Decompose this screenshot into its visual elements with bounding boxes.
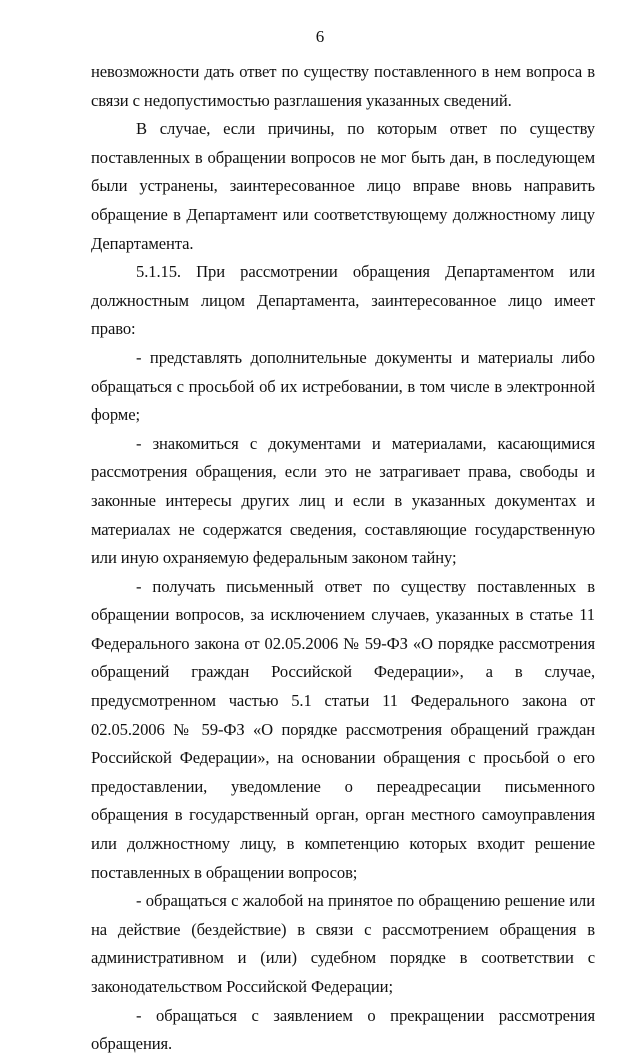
list-item-review-materials: - знакомиться с документами и материалами, касающимися рассмотрения обращения, если это не затрагивает права, свободы и законные интересы других лиц и если в указанных документах и материалах не содержатся сведения, составляющие государственную или иную охраняемую федеральным законом тайну;	[91, 433, 595, 568]
paragraph-continuation: невозможности дать ответ по существу поставленного в нем вопроса в связи с недопустимостью разглашения указанных сведений.	[91, 62, 595, 110]
list-item-file-complaint: - обращаться с жалобой на принятое по обращению решение или на действие (бездействие) в связи с рассмотрением обращения в административном и (или) судебном порядке в соответствии с законодательством Российской Федерации;	[91, 891, 595, 996]
list-item-request-termination: - обращаться с заявлением о прекращении рассмотрения обращения.	[91, 1005, 595, 1054]
list-item-receive-written-answer: - получать письменный ответ по существу поставленных в обращении вопросов, за исключением случаев, указанных в статье 11 Федерального закона от 02.05.2006 № 59-ФЗ «О порядке рассмотрения обращений граждан Российской Федерации», а в случае, предусмотренном частью 5.1 статьи 11 Федерального закона от 02.05.2006 № 59-ФЗ «О порядке рассмотрения обращений граждан Российской Федерации», на основании обращения с просьбой о его предоставлении, уведомление о переадресации письменного обращения в государственный орган, орган местного самоуправления или должностному лицу, в компетенцию которых входит решение поставленных в обращении вопросов;	[91, 576, 595, 882]
document-body	[91, 58, 595, 1059]
paragraph-5-1-15-rights-intro: 5.1.15. При рассмотрении обращения Департаментом или должностным лицом Департамента, заинтересованное лицо имеет право:	[91, 262, 595, 339]
paragraph-response-resubmission: В случае, если причины, по которым ответ по существу поставленных в обращении вопросов не мог быть дан, в последующем были устранены, заинтересованное лицо вправе вновь направить обращение в Департамент или соответствующему должностному лицу Департамента.	[91, 119, 595, 253]
page-number: 6	[315, 27, 325, 46]
list-item-submit-documents: - представлять дополнительные документы и материалы либо обращаться с просьбой об их истребовании, в том числе в электронной форме;	[91, 347, 595, 425]
